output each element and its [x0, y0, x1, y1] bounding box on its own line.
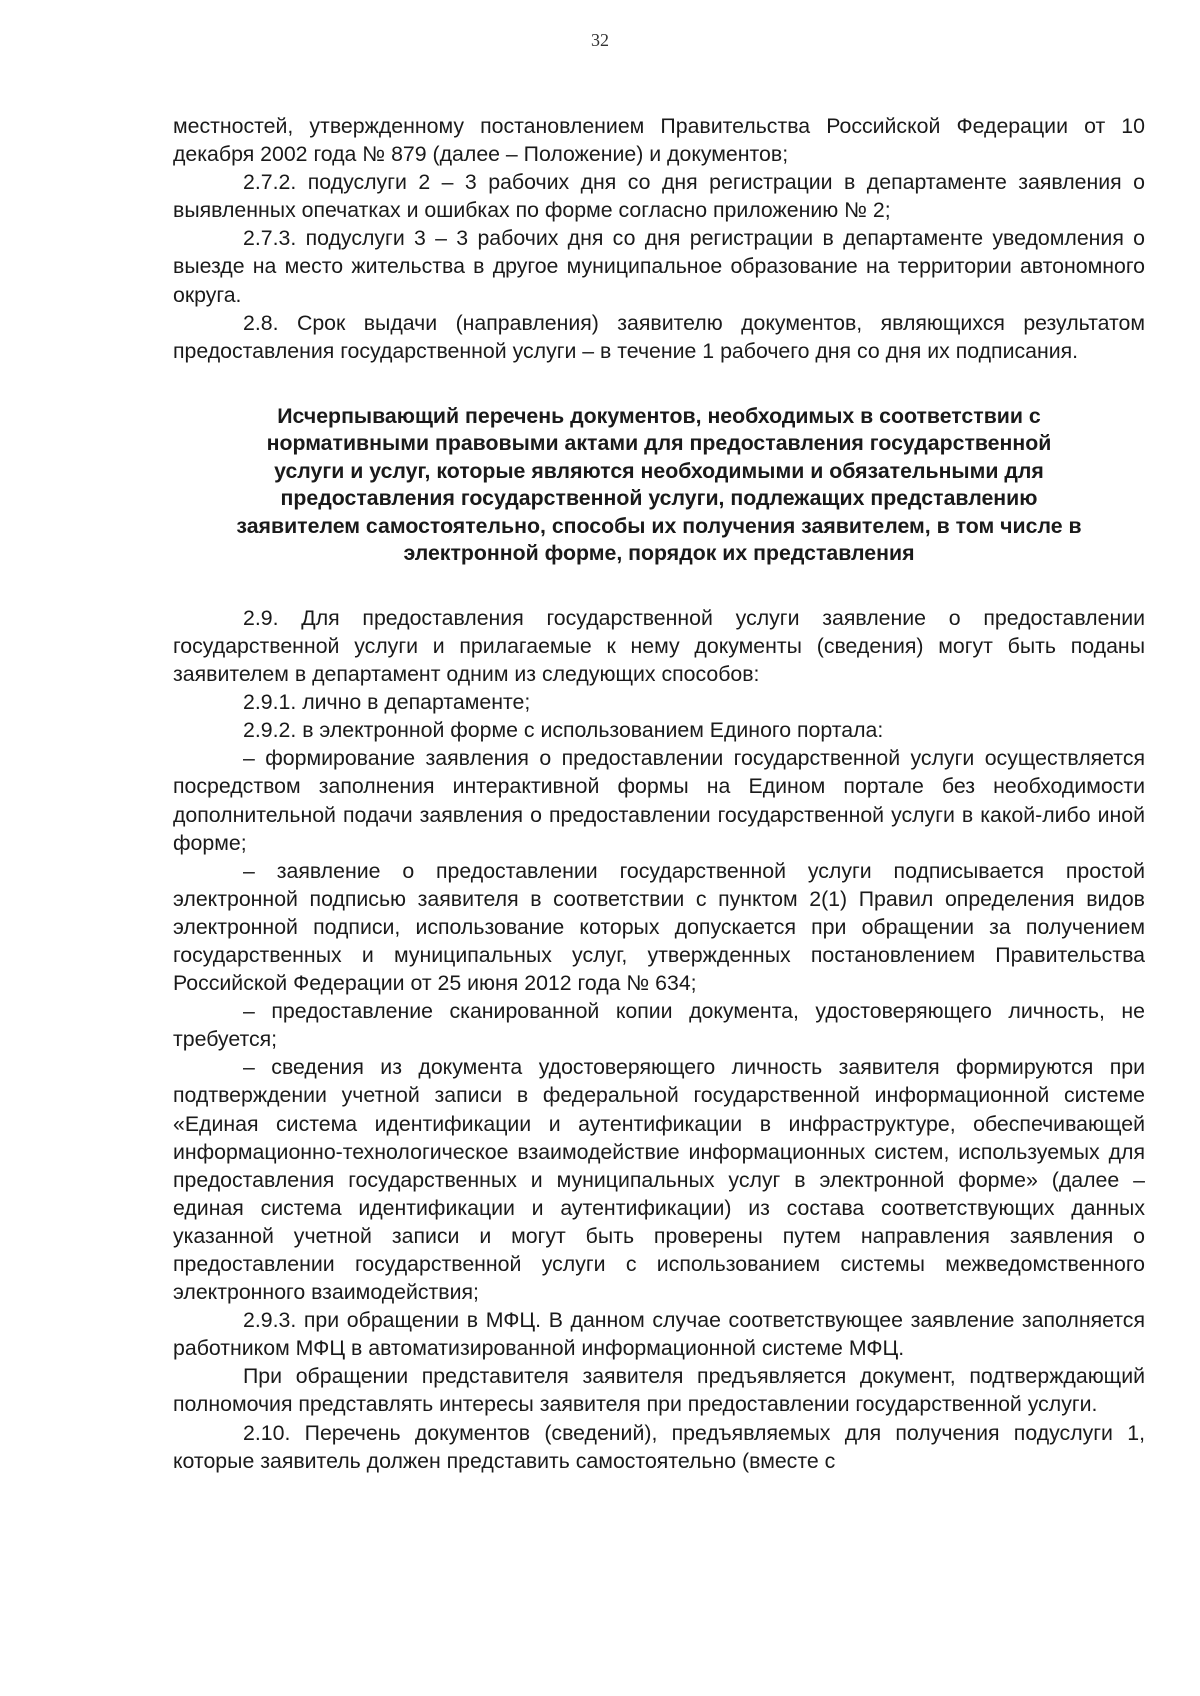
- paragraph: местностей, утвержденному постановлением Правительства Российской Федерации от 10 декабря 2002 года № 879 (далее – Положение) и документов;: [173, 114, 1145, 167]
- document-body: [173, 112, 1145, 1475]
- paragraph: 2.8. Срок выдачи (направления) заявителю документов, являющихся результатом предоставления государственной услуги – в течение 1 рабочего дня со дня их подписания.: [173, 310, 1145, 363]
- page-number: 32: [591, 30, 609, 50]
- paragraph: 2.9.2. в электронной форме с использованием Единого портала:: [243, 718, 884, 743]
- paragraph: 2.10. Перечень документов (сведений), предъявляемых для получения подуслуги 1, которые заявитель должен представить самостоятельно (вместе с: [173, 1420, 1145, 1473]
- paragraph: 2.9.1. лично в департаменте;: [243, 690, 531, 715]
- paragraph: При обращении представителя заявителя предъявляется документ, подтверждающий полномочия представлять интересы заявителя при предоставлении государственной услуги.: [173, 1364, 1145, 1417]
- list-item-paragraph: – заявление о предоставлении государственной услуги подписывается простой электронной подписью заявителя в соответствии с пунктом 2(1) Правил определения видов электронной подписи, использование которых допускается при обращении за получением государственных и муниципальных услуг, утвержденных постановлением Правительства Российской Федерации от 25 июня 2012 года № 634;: [173, 858, 1145, 996]
- heading-line: Исчерпывающий перечень документов, необходимых в соответствии с: [277, 403, 1041, 428]
- paragraph: 2.9. Для предоставления государственной услуги заявление о предоставлении государственной услуги и прилагаемые к нему документы (сведения) могут быть поданы заявителем в департамент одним из следующих способов:: [173, 605, 1145, 687]
- section-heading: [173, 403, 1145, 568]
- paragraph: 2.7.2. подуслуги 2 – 3 рабочих дня со дня регистрации в департаменте заявления о выявленных опечатках и ошибках по форме согласно приложению № 2;: [173, 170, 1145, 223]
- heading-line: предоставления государственной услуги, подлежащих представлению: [280, 486, 1038, 511]
- heading-line: нормативными правовыми актами для предоставления государственной: [266, 431, 1052, 456]
- heading-line: услуги и услуг, которые являются необходимыми и обязательными для: [274, 458, 1044, 483]
- paragraph: 2.9.3. при обращении в МФЦ. В данном случае соответствующее заявление заполняется работником МФЦ в автоматизированной информационной системе МФЦ.: [173, 1308, 1145, 1361]
- list-item-paragraph: – формирование заявления о предоставлении государственной услуги осуществляется посредством заполнения интерактивной формы на Едином портале без необходимости дополнительной подачи заявления о предоставлении государственной услуги в какой-либо иной форме;: [173, 746, 1145, 855]
- list-item-paragraph: – предоставление сканированной копии документа, удостоверяющего личность, не требуется;: [173, 999, 1145, 1052]
- list-item-paragraph: – сведения из документа удостоверяющего личность заявителя формируются при подтверждении учетной записи в федеральной государственной информационной системе «Единая система идентификации и аутентификации в инфраструктуре, обеспечивающей информационно-технологическое взаимодействие информационных систем, используемых для предоставления государственных и муниципальных услуг в электронной форме» (далее – единая система идентификации и аутентификации) из состава соответствующих данных указанной учетной записи и могут быть проверены путем направления заявления о предоставлении государственной услуги с использованием системы межведомственного электронного взаимодействия;: [173, 1055, 1145, 1305]
- heading-line: заявителем самостоятельно, способы их получения заявителем, в том числе в: [236, 513, 1082, 538]
- paragraph: 2.7.3. подуслуги 3 – 3 рабочих дня со дня регистрации в департаменте уведомления о выезде на место жительства в другое муниципальное образование на территории автономного округа.: [173, 226, 1145, 307]
- heading-line: электронной форме, порядок их представления: [403, 541, 915, 566]
